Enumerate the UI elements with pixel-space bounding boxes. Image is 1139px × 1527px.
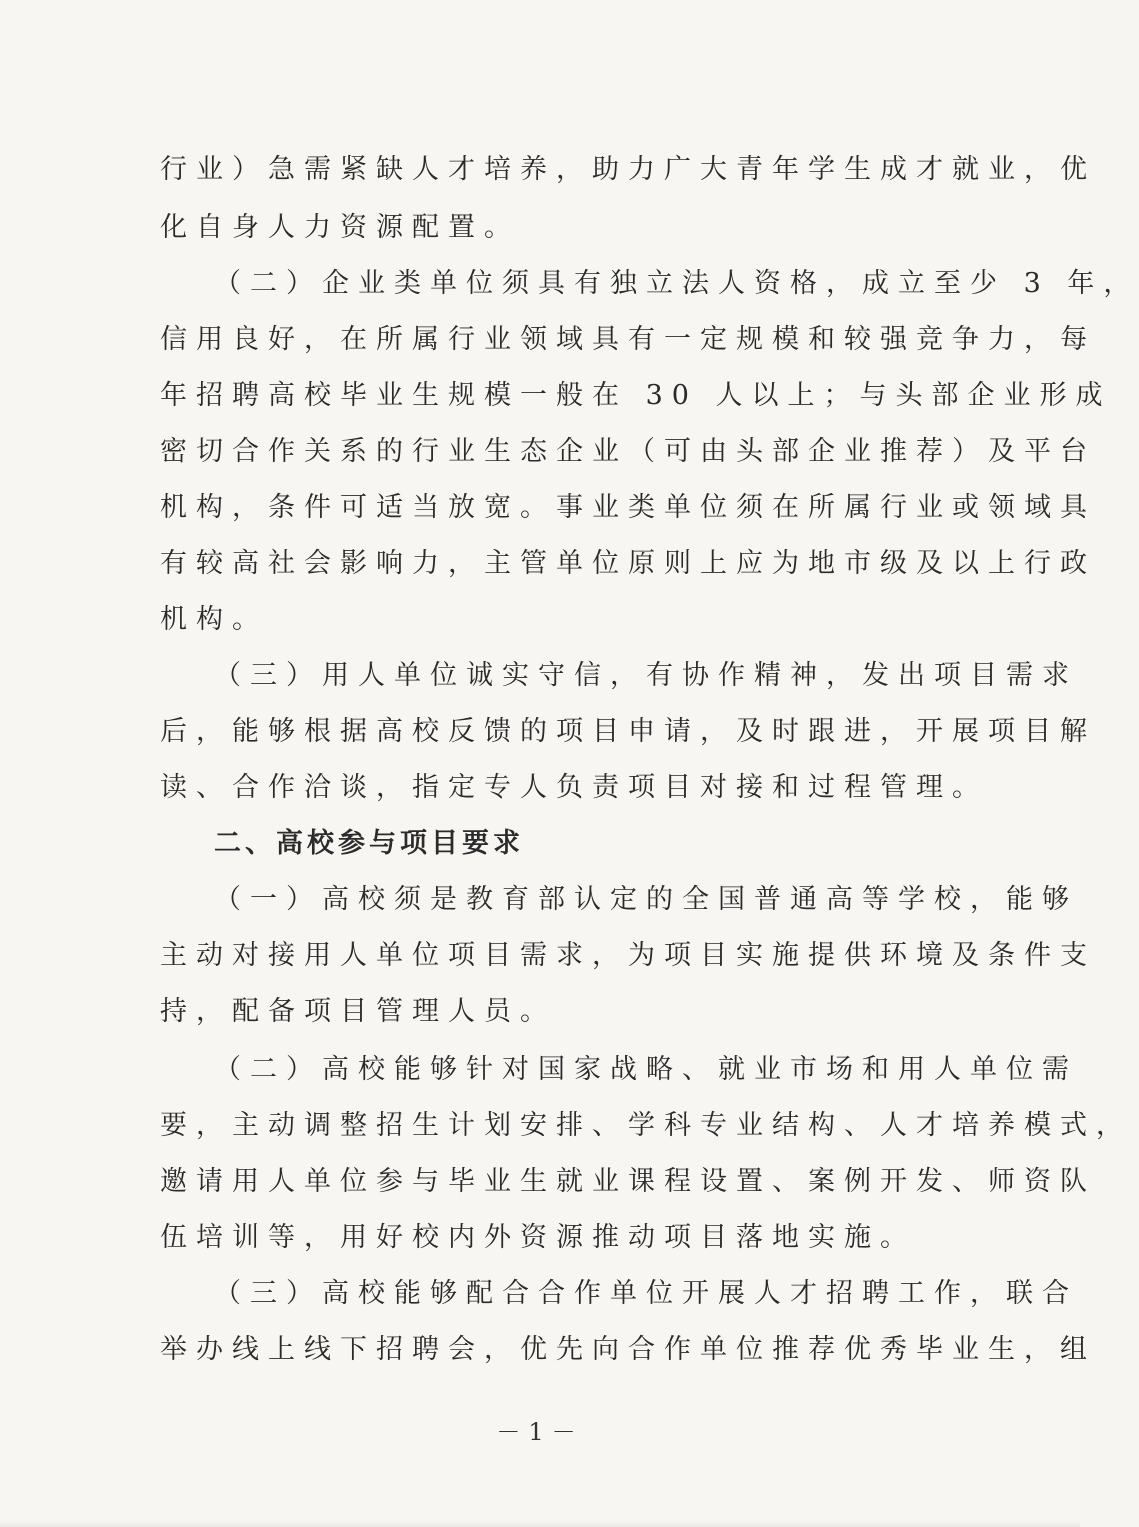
paragraph-line: 读、合作洽谈，指定专人负责项目对接和过程管理。	[160, 772, 988, 803]
paragraph-line: （二）高校能够针对国家战略、就业市场和用人单位需	[214, 1054, 1078, 1085]
section-heading: 二、高校参与项目要求	[214, 828, 524, 859]
paragraph-line: 邀请用人单位参与毕业生就业课程设置、案例开发、师资队	[160, 1166, 1096, 1197]
paragraph-line: 化自身人力资源配置。	[160, 212, 520, 243]
paragraph-line: 机构。	[160, 604, 268, 635]
paragraph-line: （一）高校须是教育部认定的全国普通高等学校，能够	[214, 884, 1078, 915]
paragraph-line: 密切合作关系的行业生态企业（可由头部企业推荐）及平台	[160, 436, 1096, 467]
paragraph-line: 要，主动调整招生计划安排、学科专业结构、人才培养模式，	[160, 1110, 1132, 1141]
paragraph-line: 伍培训等，用好校内外资源推动项目落地实施。	[160, 1222, 916, 1253]
paragraph-line: 行业）急需紧缺人才培养，助力广大青年学生成才就业，优	[160, 154, 1096, 185]
paragraph-line: 后，能够根据高校反馈的项目申请，及时跟进，开展项目解	[160, 716, 1096, 747]
page-number: －1－	[496, 1418, 584, 1446]
paragraph-line: 机构，条件可适当放宽。事业类单位须在所属行业或领域具	[160, 492, 1096, 523]
paragraph-line: 主动对接用人单位项目需求，为项目实施提供环境及条件支	[160, 940, 1096, 971]
page-bottom-edge	[0, 1521, 1080, 1527]
paragraph-line: 举办线上线下招聘会，优先向合作单位推荐优秀毕业生，组	[160, 1334, 1096, 1365]
paragraph-line: （二）企业类单位须具有独立法人资格，成立至少 3 年，	[214, 268, 1139, 299]
paragraph-line: （三）高校能够配合合作单位开展人才招聘工作，联合	[214, 1278, 1078, 1309]
paragraph-line: （三）用人单位诚实守信，有协作精神，发出项目需求	[214, 660, 1078, 691]
paragraph-line: 有较高社会影响力，主管单位原则上应为地市级及以上行政	[160, 548, 1096, 579]
paragraph-line: 信用良好，在所属行业领域具有一定规模和较强竞争力，每	[160, 324, 1096, 355]
paragraph-line: 持，配备项目管理人员。	[160, 996, 556, 1027]
paragraph-line: 年招聘高校毕业生规模一般在 30 人以上；与头部企业形成	[160, 380, 1112, 411]
